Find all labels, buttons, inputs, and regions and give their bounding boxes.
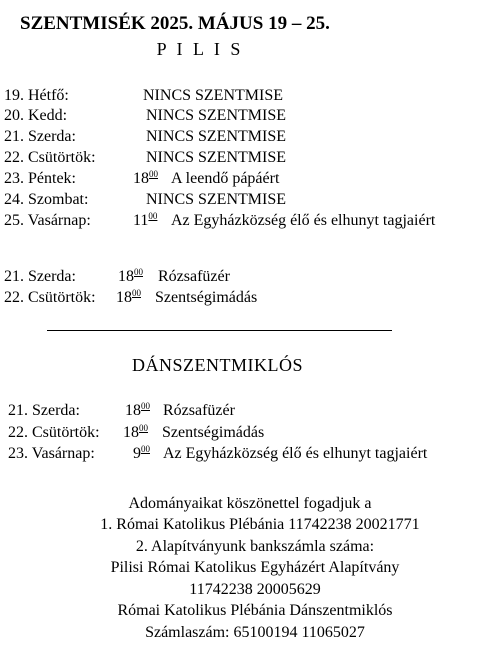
schedule-day: 19. Hétfő: <box>4 87 69 104</box>
schedule-time: $18^{00}$ <box>125 401 150 419</box>
schedule-day: 21. Szerda: <box>8 402 80 419</box>
schedule-day: 24. Szombat: <box>4 191 89 208</box>
schedule-text: NINCS SZENTMISE <box>146 107 287 124</box>
schedule-text: Az Egyházközség élő és elhunyt tagjaiért <box>171 212 436 229</box>
footer-line: 11742238 20005629 <box>189 581 321 598</box>
schedule-text: Szentségimádás <box>155 289 258 306</box>
schedule-day: 22. Csütörtök: <box>8 424 100 441</box>
schedule-text: Rózsafüzér <box>158 268 230 285</box>
footer-line: Számlaszám: 65100194 11065027 <box>145 624 365 641</box>
schedule-time: $18^{00}$ <box>118 267 143 285</box>
schedule-text: Rózsafüzér <box>163 402 235 419</box>
schedule-time: $18^{00}$ <box>123 423 148 441</box>
schedule-time: $11^{00}$ <box>133 211 158 229</box>
schedule-day: 21. Szerda: <box>4 128 76 145</box>
parish-name-pilis: P I L I S <box>156 39 244 59</box>
schedule-text: A leendő pápáért <box>171 170 280 187</box>
schedule-text: NINCS SZENTMISE <box>146 128 287 145</box>
schedule-text: NINCS SZENTMISE <box>143 87 284 104</box>
schedule-text: Szentségimádás <box>162 424 265 441</box>
footer-line: Pilisi Római Katolikus Egyházért Alapítvány <box>110 559 400 576</box>
schedule-text: NINCS SZENTMISE <box>146 191 287 208</box>
schedule-day: 22. Csütörtök: <box>4 149 96 166</box>
parish-name-danszentmiklos: DÁNSZENTMIKLÓS <box>132 355 303 375</box>
schedule-text: NINCS SZENTMISE <box>146 149 287 166</box>
footer-line: Adományaikat köszönettel fogadjuk a <box>128 495 372 512</box>
schedule-day: 20. Kedd: <box>4 107 68 124</box>
schedule-day: 23. Péntek: <box>4 170 76 187</box>
schedule-time: $18^{00}$ <box>133 169 158 187</box>
footer-line: 1. Római Katolikus Plébánia 11742238 20021771 <box>100 516 420 533</box>
footer-line: 2. Alapítványunk bankszámla száma: <box>135 538 375 555</box>
page-title: SZENTMISÉK 2025. MÁJUS 19 – 25. <box>20 13 330 34</box>
schedule-day: 23. Vasárnap: <box>8 445 95 462</box>
footer-line: Római Katolikus Plébánia Dánszentmiklós <box>117 602 393 619</box>
schedule-text: Az Egyházközség élő és elhunyt tagjaiért <box>163 445 428 462</box>
schedule-day: 21. Szerda: <box>4 268 76 285</box>
schedule-day: 22. Csütörtök: <box>4 289 96 306</box>
schedule-day: 25. Vasárnap: <box>4 212 91 229</box>
section-divider <box>47 330 392 331</box>
schedule-time: $18^{00}$ <box>116 288 141 306</box>
schedule-time: $9^{00}$ <box>133 444 150 462</box>
